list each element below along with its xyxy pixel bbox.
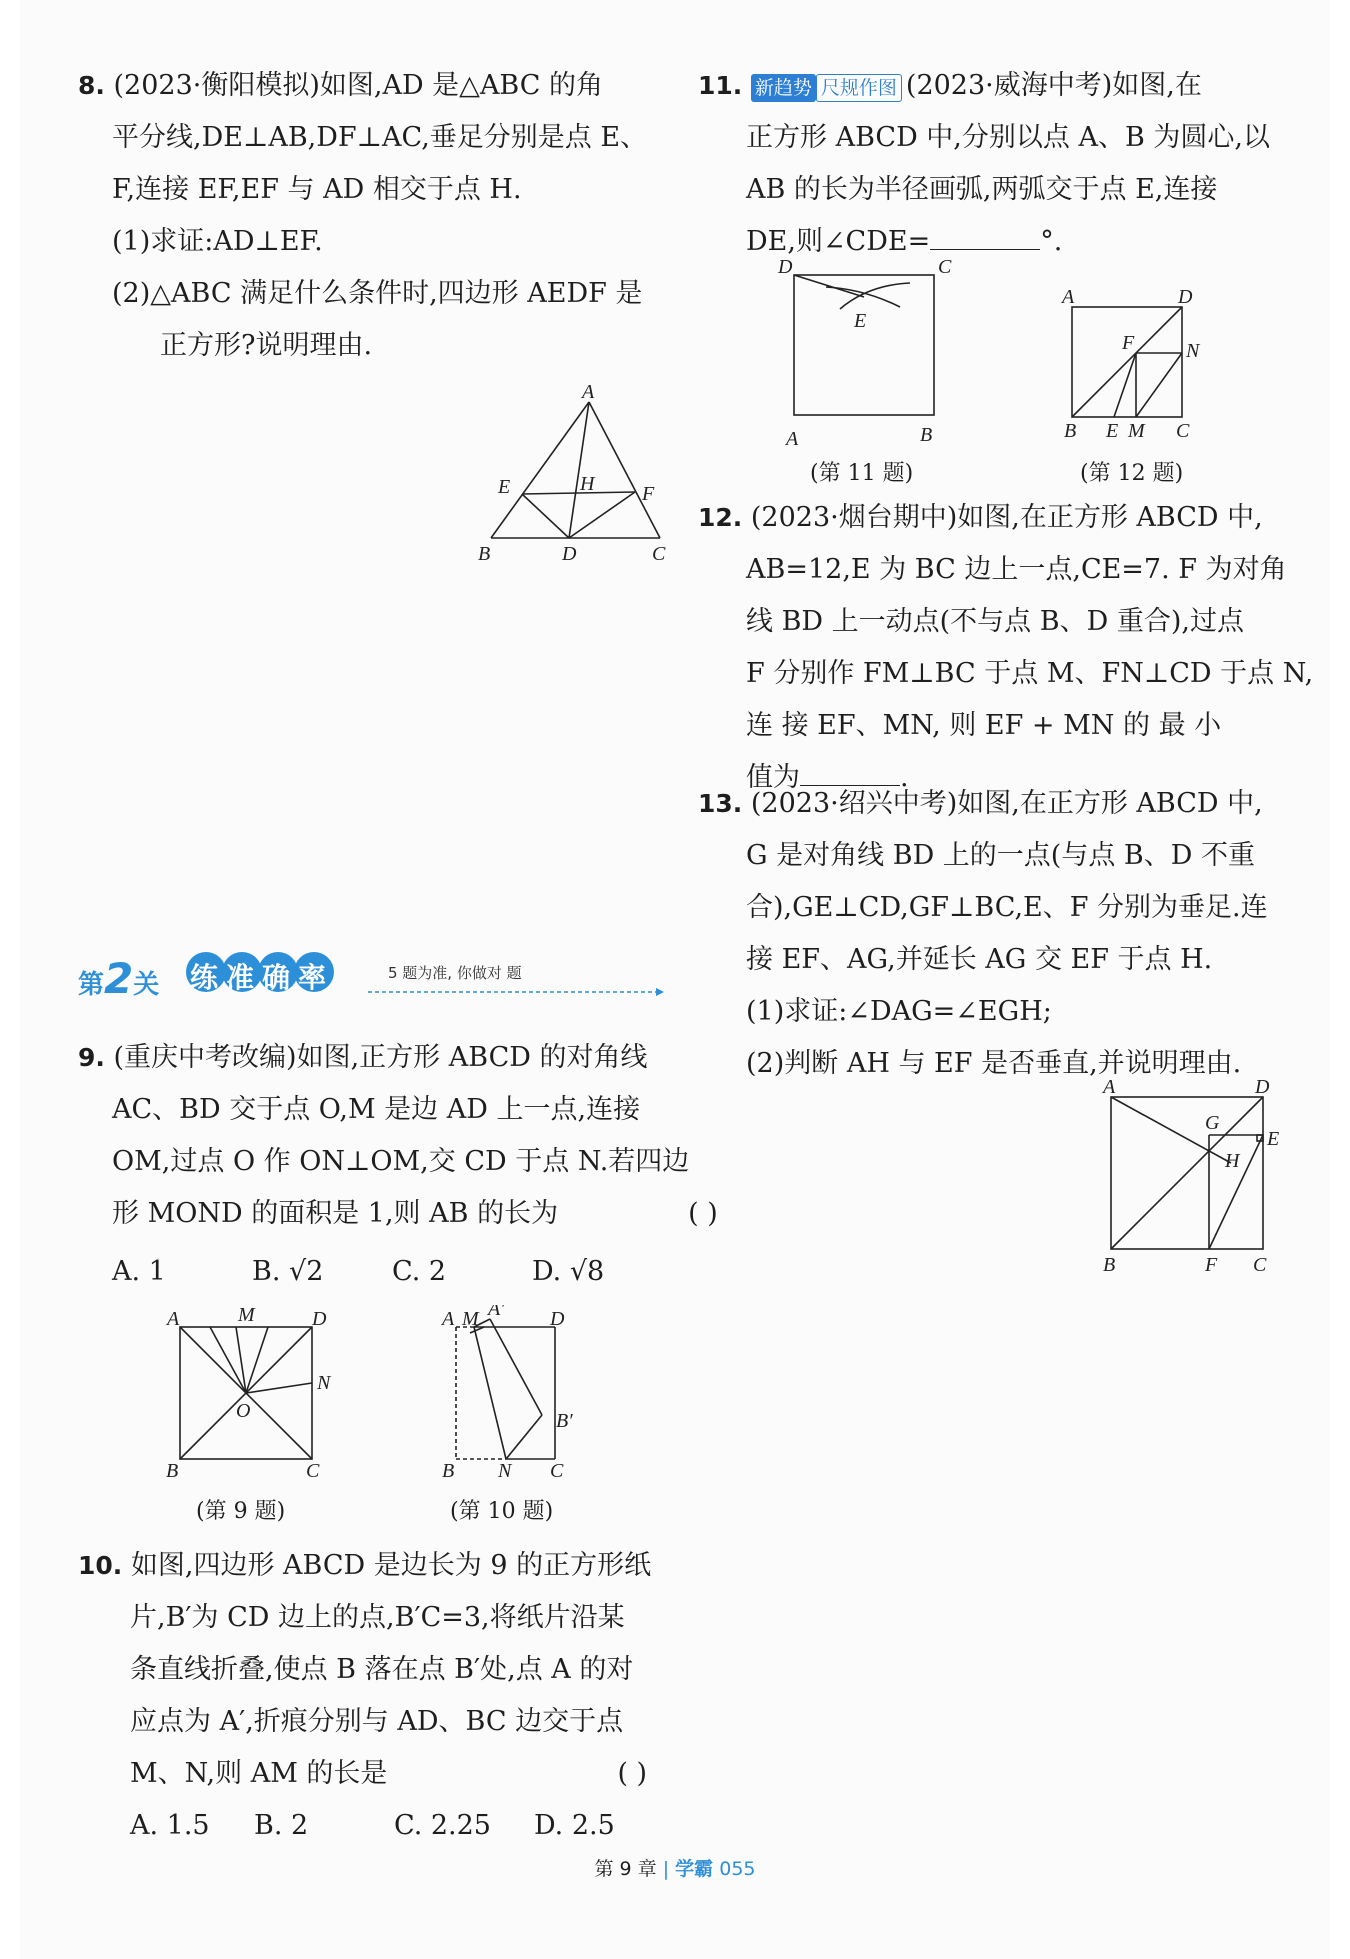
figure-q8 [470,380,670,574]
label-D: D [1178,286,1193,308]
caption-q12: (第 12 题) [1080,461,1184,486]
question-text-line: (2023·威海中考)如图,在 [905,70,1202,101]
question-text-line: 线 BD 上一动点(不与点 B、D 重合),过点 [746,606,1244,637]
question-11 [698,60,1298,268]
label-D: D [312,1308,327,1330]
label-F: F [1205,1254,1218,1276]
option-a[interactable]: A. 1 [112,1256,166,1287]
label-A: A [1062,286,1075,308]
caption-q10: (第 10 题) [450,1499,554,1524]
label-N: N [317,1372,331,1394]
label-C: C [652,543,666,565]
question-text-line: 如图,四边形 ABCD 是边长为 9 的正方形纸 [130,1550,652,1581]
option-d[interactable]: D. √8 [532,1256,605,1287]
question-text-line: 接 EF、AG,并延长 AG 交 EF 于点 H. [746,944,1213,975]
footer-separator: | [662,1858,670,1880]
footer-page-number: 055 [719,1858,756,1880]
label-H: H [580,473,595,495]
label-A-prime: A′ [488,1305,505,1320]
question-text-line: (重庆中考改编)如图,正方形 ABCD 的对角线 [113,1042,648,1073]
tag-ruler-compass: 尺规作图 [816,74,902,102]
question-text-line: (2023·烟台期中)如图,在正方形 ABCD 中, [750,502,1263,533]
label-B: B [1103,1254,1116,1276]
question-text-line: (2023·衡阳模拟)如图,AD 是△ABC 的角 [113,70,604,101]
label-O: O [236,1400,251,1422]
question-text-line: (2023·绍兴中考)如图,在正方形 ABCD 中, [750,788,1263,819]
label-C: C [306,1460,320,1482]
question-text-line: AB 的长为半径画弧,两弧交于点 E,连接 [746,174,1218,205]
option-b[interactable]: B. 2 [254,1810,309,1841]
figure-q11 [770,255,970,459]
question-text-line: G 是对角线 BD 上的一点(与点 B、D 不重 [746,840,1255,871]
question-text-line: 平分线,DE⊥AB,DF⊥AC,垂足分别是点 E、 [112,122,648,153]
question-text-line: AB=12,E 为 BC 边上一点,CE=7. F 为对角 [746,554,1287,585]
section-number: 2 [104,954,134,1003]
label-F: F [1122,332,1135,354]
label-M: M [238,1305,255,1326]
footer-brand: 学霸 [675,1858,714,1880]
figure-q10 [430,1305,610,1489]
question-number: 12. [698,503,743,532]
section-prefix: 第 [78,970,105,1000]
label-B: B [920,424,933,446]
label-G: G [1205,1112,1220,1134]
label-D: D [562,543,577,565]
question-12 [698,492,1314,804]
section-note: 5 题为准, 你做对 题 [388,964,522,982]
tag-new-trend: 新趋势 [751,74,816,102]
label-B: B [442,1460,455,1482]
answer-suffix: . [900,762,909,793]
label-B-prime: B′ [556,1410,573,1432]
option-d[interactable]: D. 2.5 [534,1810,615,1841]
label-N: N [498,1460,512,1482]
sub-question-1: (1)求证:∠DAG=∠EGH; [746,996,1052,1027]
page-footer [0,1854,1350,1881]
section-header [78,950,668,1003]
label-D: D [778,256,793,278]
label-C: C [1253,1254,1267,1276]
sub-question-2: (2)判断 AH 与 EF 是否垂直,并说明理由. [746,1048,1242,1079]
option-a[interactable]: A. 1.5 [130,1810,210,1841]
question-text-line: 值为 [746,762,800,793]
question-text-line: 连 接 EF、MN, 则 EF + MN 的 最 小 [746,710,1222,741]
sub-question-2-cont: 正方形?说明理由. [160,330,373,361]
label-A: A [786,428,799,450]
question-number: 10. [78,1551,123,1580]
section-suffix: 关 [133,970,160,1000]
question-number: 8. [78,71,105,100]
question-10 [78,1540,678,1852]
label-C: C [938,256,952,278]
label-B: B [478,543,491,565]
label-C: C [550,1460,564,1482]
question-number: 11. [698,71,743,100]
question-9 [78,1032,718,1298]
question-text-line: 片,B′为 CD 边上的点,B′C=3,将纸片沿某 [130,1602,625,1633]
caption-q11: (第 11 题) [810,461,914,486]
label-C: C [1176,420,1190,442]
section-title: 练准确率 [190,961,335,994]
label-A: A [582,381,595,403]
label-D: D [550,1308,565,1330]
label-B: B [166,1460,179,1482]
label-E: E [498,476,511,498]
caption-q9: (第 9 题) [196,1499,286,1524]
question-text-line: 应点为 A′,折痕分别与 AD、BC 边交于点 [130,1706,624,1737]
label-A: A [167,1308,180,1330]
label-H: H [1225,1150,1240,1172]
question-text-line: 条直线折叠,使点 B 落在点 B′处,点 A 的对 [130,1654,634,1685]
figure-q12 [1052,283,1232,457]
question-text-line: F,连接 EF,EF 与 AD 相交于点 H. [112,174,522,205]
question-8 [78,60,678,372]
label-M: M [462,1308,479,1330]
answer-blank[interactable] [930,225,1040,250]
sub-question-2: (2)△ABC 满足什么条件时,四边形 AEDF 是 [112,278,643,309]
question-number: 13. [698,789,743,818]
question-text-line: 合),GE⊥CD,GF⊥BC,E、F 分别为垂足.连 [746,892,1268,923]
label-F: F [642,483,655,505]
label-E: E [1267,1128,1280,1150]
question-text-line: OM,过点 O 作 ON⊥OM,交 CD 于点 N.若四边 [112,1146,690,1177]
footer-chapter: 第 9 章 [594,1858,657,1880]
question-text-line: AC、BD 交于点 O,M 是边 AD 上一点,连接 [112,1094,641,1125]
question-13 [698,778,1298,1090]
label-M: M [1128,420,1145,442]
sub-question-1: (1)求证:AD⊥EF. [112,226,323,257]
label-N: N [1186,340,1200,362]
label-D: D [1255,1076,1270,1098]
label-E: E [854,310,867,332]
label-A: A [1103,1076,1116,1098]
figure-q13 [1095,1065,1305,1284]
label-A: A [442,1308,455,1330]
question-text-line: 正方形 ABCD 中,分别以点 A、B 为圆心,以 [746,122,1270,153]
answer-paren: ( ) [688,1198,718,1229]
answer-paren: ( ) [617,1758,648,1789]
option-b[interactable]: B. √2 [252,1256,324,1287]
question-number: 9. [78,1043,105,1072]
label-E: E [1106,420,1119,442]
figure-q9 [160,1305,350,1489]
option-c[interactable]: C. 2 [392,1256,447,1287]
option-c[interactable]: C. 2.25 [394,1810,491,1841]
answer-suffix: °. [1040,226,1063,257]
question-text-line: M、N,则 AM 的长是 [130,1758,388,1789]
label-B: B [1064,420,1077,442]
question-text-line: DE,则∠CDE= [746,226,931,257]
question-text-line: 形 MOND 的面积是 1,则 AB 的长为 [112,1198,559,1229]
question-text-line: F 分别作 FM⊥BC 于点 M、FN⊥CD 于点 N, [746,658,1314,689]
